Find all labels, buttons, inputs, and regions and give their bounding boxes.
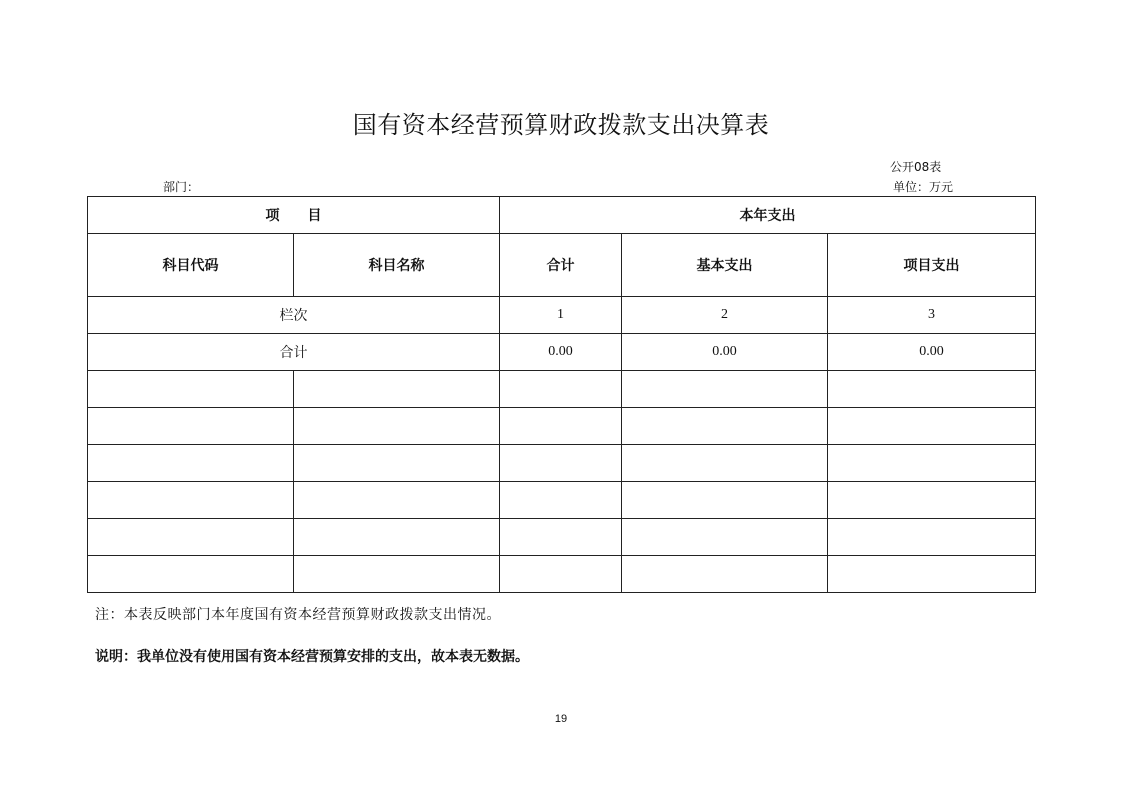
total-value: 0.00 bbox=[500, 334, 622, 371]
table-row bbox=[88, 519, 1036, 556]
page-title: 国有资本经营预算财政拨款支出决算表 bbox=[352, 111, 770, 139]
table-cell bbox=[828, 445, 1036, 482]
table-cell bbox=[500, 519, 622, 556]
sequence-2: 2 bbox=[622, 297, 828, 334]
table-subheader-row bbox=[88, 234, 1036, 297]
table-cell bbox=[88, 371, 294, 408]
table-row bbox=[88, 482, 1036, 519]
table-cell bbox=[500, 371, 622, 408]
table-cell bbox=[622, 445, 828, 482]
table-row bbox=[88, 445, 1036, 482]
table-header-row bbox=[88, 197, 1036, 234]
table-cell bbox=[828, 371, 1036, 408]
unit-label: 单位：万元 bbox=[893, 180, 954, 194]
total-label: 合计 bbox=[88, 334, 500, 371]
table-cell bbox=[500, 408, 622, 445]
form-code: 公开08表 bbox=[890, 160, 942, 174]
table-row bbox=[88, 556, 1036, 593]
table-note: 注：本表反映部门本年度国有资本经营预算财政拨款支出情况。 bbox=[95, 607, 501, 623]
table-cell bbox=[828, 519, 1036, 556]
sequence-label: 栏次 bbox=[88, 297, 500, 334]
table-cell bbox=[294, 482, 500, 519]
table-cell bbox=[622, 556, 828, 593]
table-cell bbox=[622, 482, 828, 519]
project-total-value: 0.00 bbox=[828, 334, 1036, 371]
header-total: 合计 bbox=[500, 234, 622, 297]
table-cell bbox=[88, 408, 294, 445]
header-subject-name: 科目名称 bbox=[294, 234, 500, 297]
table-cell bbox=[500, 445, 622, 482]
table-row-total bbox=[88, 334, 1036, 371]
table-cell bbox=[622, 371, 828, 408]
table-cell bbox=[828, 556, 1036, 593]
header-subject-code: 科目代码 bbox=[88, 234, 294, 297]
table-cell bbox=[88, 556, 294, 593]
table-cell bbox=[294, 556, 500, 593]
table-cell bbox=[500, 482, 622, 519]
table-cell bbox=[294, 445, 500, 482]
sequence-3: 3 bbox=[828, 297, 1036, 334]
header-current-year-expenditure: 本年支出 bbox=[500, 197, 1036, 234]
table-row bbox=[88, 371, 1036, 408]
table-cell bbox=[622, 519, 828, 556]
sequence-1: 1 bbox=[500, 297, 622, 334]
table-row bbox=[88, 408, 1036, 445]
table-cell bbox=[622, 408, 828, 445]
header-project: 项 目 bbox=[88, 197, 500, 234]
table-cell bbox=[828, 408, 1036, 445]
table-cell bbox=[294, 519, 500, 556]
header-basic-expenditure: 基本支出 bbox=[622, 234, 828, 297]
table-cell bbox=[294, 371, 500, 408]
header-project-expenditure: 项目支出 bbox=[828, 234, 1036, 297]
table-cell bbox=[88, 445, 294, 482]
table-row-sequence bbox=[88, 297, 1036, 334]
table-cell bbox=[88, 482, 294, 519]
basic-total-value: 0.00 bbox=[622, 334, 828, 371]
page-number: 19 bbox=[554, 713, 568, 725]
table-cell bbox=[828, 482, 1036, 519]
department-label: 部门： bbox=[163, 180, 200, 194]
table-cell bbox=[294, 408, 500, 445]
table-cell bbox=[88, 519, 294, 556]
expenditure-table bbox=[87, 196, 1036, 593]
explanation-text: 说明：我单位没有使用国有资本经营预算安排的支出，故本表无数据。 bbox=[95, 649, 529, 665]
table-cell bbox=[500, 556, 622, 593]
